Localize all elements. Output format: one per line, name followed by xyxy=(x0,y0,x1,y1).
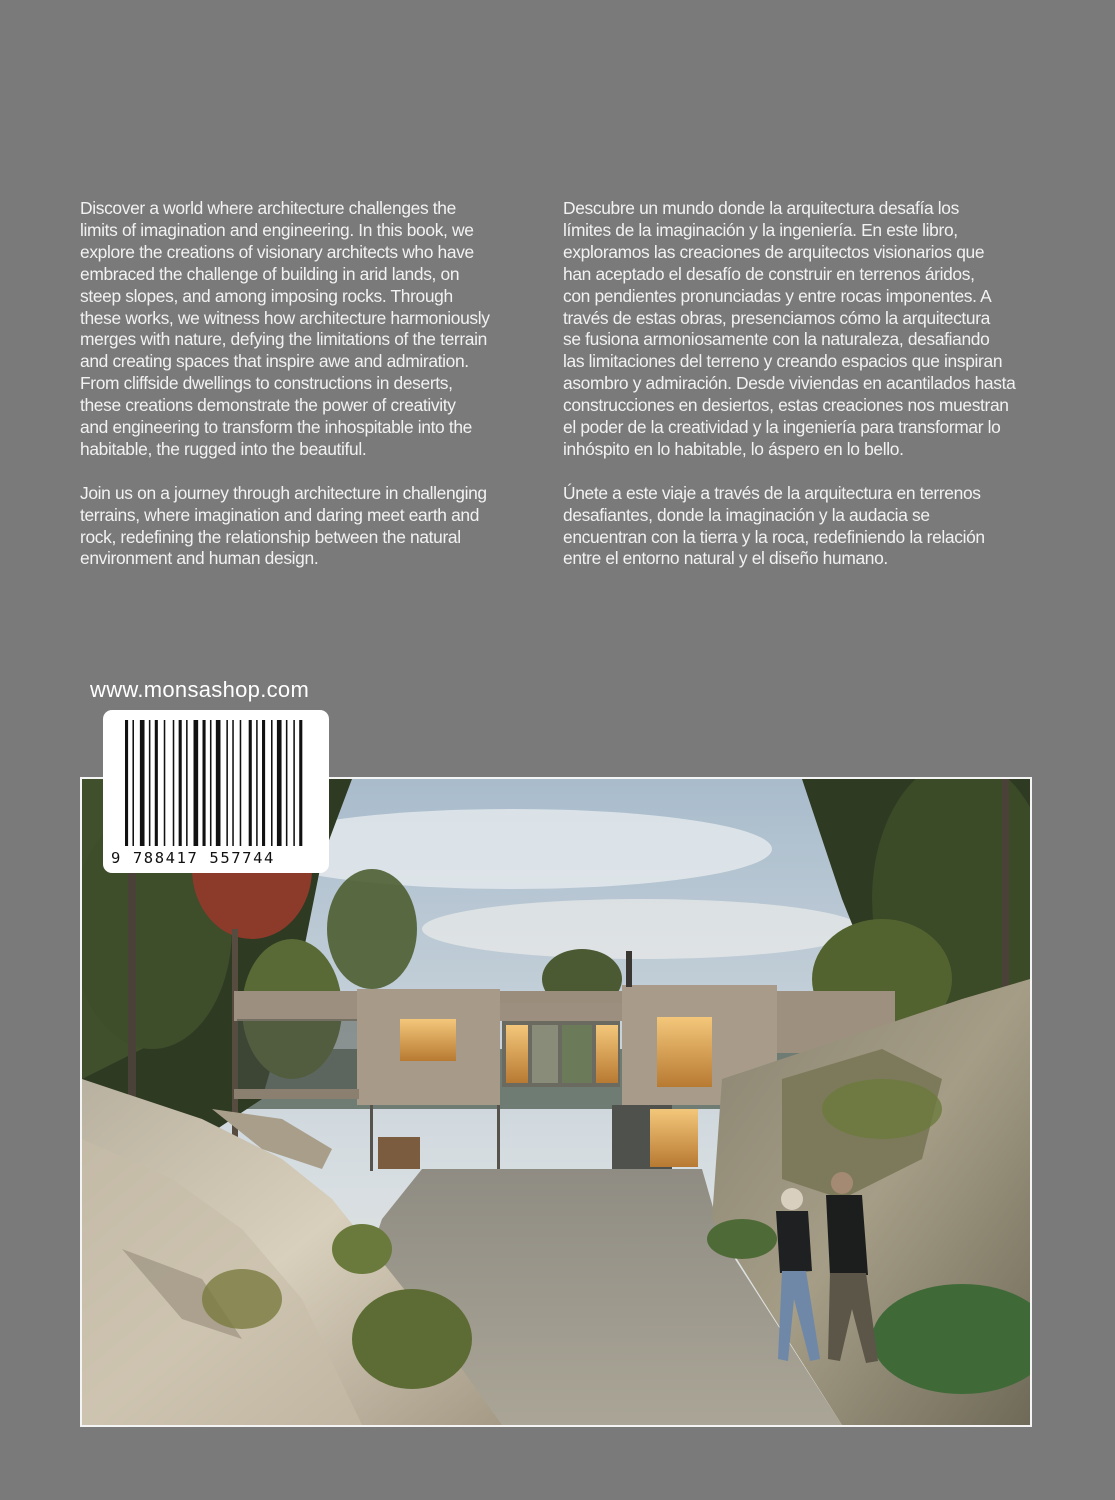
barcode-bars xyxy=(103,710,329,850)
barcode-number: 9 788417 557744 xyxy=(111,849,275,867)
house-on-rocks-photo xyxy=(82,779,1030,1425)
spanish-paragraph-1: Descubre un mundo donde la arquitectura desafía los límites de la imaginación y la ingeniería. En este libro, exploramos las creaciones de arquitectos visionarios que han aceptado el desafío de construir en terrenos áridos, con pendientes pronunciadas y entre rocas imponentes. A través de estas obras, presenciamos cómo la arquitectura se fusiona armoniosamente con la naturaleza, desafiando las limitaciones del terreno y creando espacios que inspiran asombro y admiración. Desde viviendas en acantilados hasta construcciones en desiertos, estas creaciones nos muestran el poder de la creatividad y la ingeniería para transformar lo inhóspito en lo habitable, lo áspero en lo bello. xyxy=(563,198,1016,459)
website-url: www.monsashop.com xyxy=(90,677,310,702)
english-paragraph-1: Discover a world where architecture challenges the limits of imagination and engineering. In this book, we explore the creations of visionary architects who have embraced the challenge of building in arid lands, on steep slopes, and among imposing rocks. Through these works, we witness how architecture harmoniously merges with nature, defying the limitations of the terrain and creating spaces that inspire awe and admiration. From cliffside dwellings to constructions in deserts, these creations demonstrate the power of creativity and engineering to transform the inhospitable into the habitable, the rugged into the beautiful. xyxy=(80,198,490,459)
english-paragraph-2: Join us on a journey through architecture in challenging terrains, where imagination and daring meet earth and rock, redefining the relationship between the natural environment and human design. xyxy=(80,482,487,569)
spanish-description xyxy=(563,198,1043,592)
english-description xyxy=(80,198,520,592)
cover-photo xyxy=(80,777,1032,1427)
spanish-paragraph-2: Únete a este viaje a través de la arquitectura en terrenos desafiantes, donde la imaginación y la audacia se encuentran con la tierra y la roca, redefiniendo la relación entre el entorno natural y el diseño humano. xyxy=(563,482,985,569)
isbn-barcode xyxy=(103,710,329,873)
